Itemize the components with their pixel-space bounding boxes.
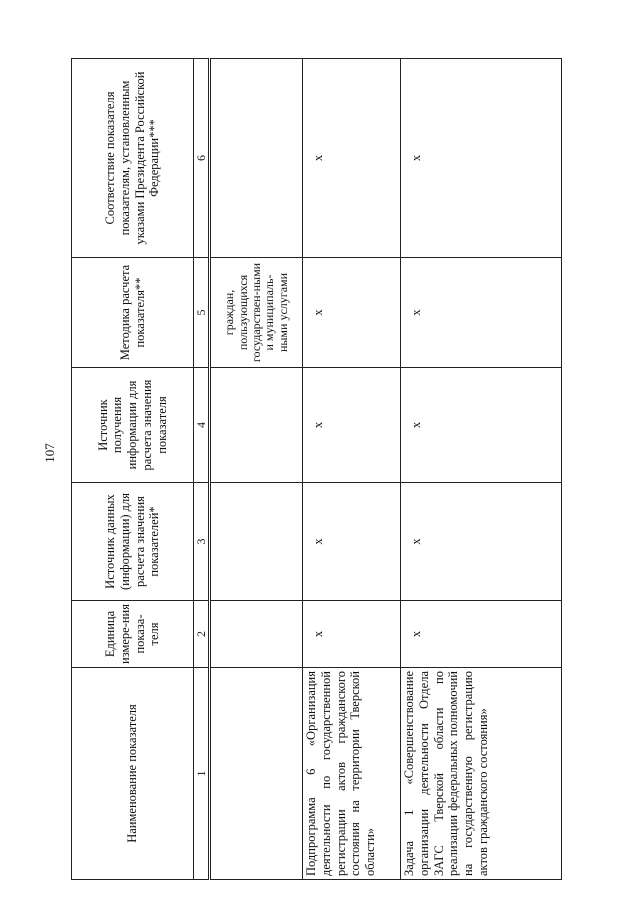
header-method: Методика расчета показателя** [72,258,194,368]
column-number: 2 [194,601,210,668]
info-source-value: x [303,368,401,483]
header-info-source: Источник получения информации для расчета значения показателя [72,368,194,483]
table-cell [210,668,303,880]
unit-value: x [401,601,562,668]
indicator-name: Подпрограмма 6 «Организация деятельности по государственной регистрации актов гражданского состояния на территории Тверской области» [303,668,401,880]
table-cell [210,601,303,668]
table-row [303,59,401,880]
header-conformity: Соответствие показателя показателям, установленным указами Президента Российской Федерации*** [72,59,194,258]
header-data-source: Источник данных (информации) для расчета значения показателей* [72,483,194,601]
method-value: x [303,258,401,368]
indicator-table-wrapper [71,59,562,880]
table-cell [210,59,303,258]
method-continuation-text: граждан, пользующихся государствен-ными и муниципаль-ными услугами [210,258,303,368]
method-value: x [401,258,562,368]
unit-value: x [303,601,401,668]
table-cell [210,368,303,483]
indicator-table [71,58,562,880]
data-source-value: x [401,483,562,601]
continuation-row [210,59,303,880]
indicator-name: Задача 1 «Совершенствование организации деятельности Отдела ЗАГС Тверской области по реализации федеральных полномочий на государственную регистрацию актов гражданского состояния» [401,668,562,880]
column-number: 6 [194,59,210,258]
header-unit: Единица измере-ния показа-теля [72,601,194,668]
table-header-row [72,59,194,880]
table-cell [210,483,303,601]
rotated-table-container [71,59,562,880]
page-number: 107 [42,443,57,463]
column-number: 3 [194,483,210,601]
info-source-value: x [401,368,562,483]
conformity-value: x [401,59,562,258]
column-number: 1 [194,668,210,880]
column-number-row [194,59,210,880]
column-number: 4 [194,368,210,483]
data-source-value: x [303,483,401,601]
column-number: 5 [194,258,210,368]
conformity-value: x [303,59,401,258]
header-name: Наименование показателя [72,668,194,880]
table-row [401,59,562,880]
